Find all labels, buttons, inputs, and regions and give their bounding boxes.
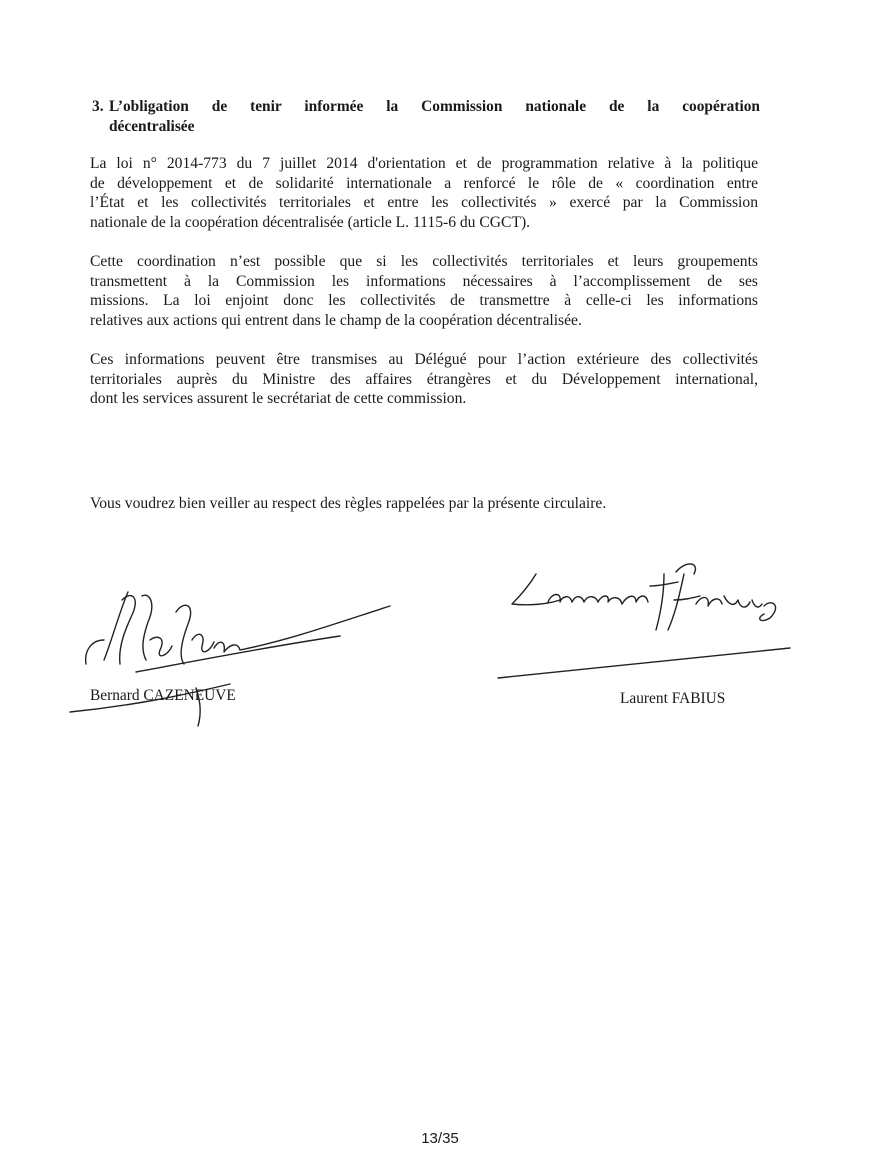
paragraph-line: missions. La loi enjoint donc les collectivités de transmettre à celle-ci les informations (90, 292, 758, 310)
paragraph-line: Ces informations peuvent être transmises au Délégué pour l’action extérieure des collectivités (90, 351, 758, 368)
section-title-line1: L’obligation de tenir informée la Commission nationale de la coopération (109, 98, 760, 115)
section-number: 3. (92, 98, 104, 115)
paragraph-line: nationale de la coopération décentralisée (article L. 1115-6 du CGCT). (90, 213, 531, 231)
section-title-line2: décentralisée (109, 118, 195, 135)
closing-sentence: Vous voudrez bien veiller au respect des règles rappelées par la présente circulaire. (90, 495, 607, 512)
page-number: 13/35 (421, 1130, 459, 1147)
paragraph-line: relatives aux actions qui entrent dans le champ de la coopération décentralisée. (90, 311, 582, 329)
paragraph-line: La loi n° 2014-773 du 7 juillet 2014 d'orientation et de programmation relative à la politique (90, 155, 758, 172)
signature-left (70, 592, 390, 726)
signatory-name-left: Bernard CAZENEUVE (90, 687, 236, 704)
paragraph-line: transmettent à la Commission les informations nécessaires à l’accomplissement de ses (90, 272, 758, 290)
signature-right (498, 564, 790, 678)
paragraph-line: l’État et les collectivités territoriales et entre les collectivités » exercé par la Commission (90, 194, 758, 212)
paragraph-line: dont les services assurent le secrétariat de cette commission. (90, 390, 467, 408)
signatory-name-right: Laurent FABIUS (620, 690, 726, 707)
paragraph-line: territoriales auprès du Ministre des affaires étrangères et du Développement international, (90, 370, 758, 388)
paragraph-line: de développement et de solidarité internationale a renforcé le rôle de « coordination entre (90, 174, 758, 192)
paragraph-line: Cette coordination n’est possible que si les collectivités territoriales et leurs groupements (90, 253, 758, 270)
